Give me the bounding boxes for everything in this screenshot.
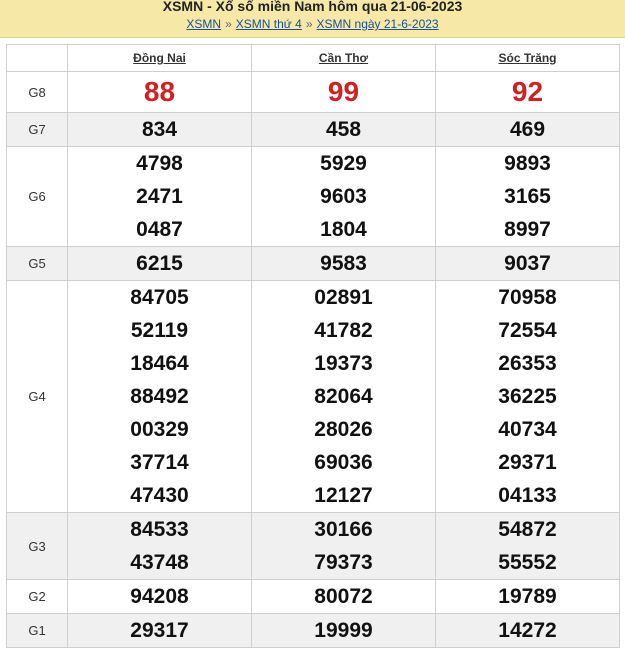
prize-number: 4798 bbox=[136, 152, 183, 175]
prize-number: 9583 bbox=[320, 252, 367, 275]
prize-number: 55552 bbox=[498, 551, 557, 574]
prize-number: 9037 bbox=[504, 252, 551, 275]
prize-number: 29317 bbox=[130, 619, 189, 642]
prize-number: 88492 bbox=[130, 385, 189, 408]
prize-number: 70958 bbox=[498, 286, 557, 309]
prize-cell bbox=[252, 513, 436, 580]
prize-cell bbox=[436, 281, 620, 513]
prize-number: 28026 bbox=[314, 418, 373, 441]
prize-number: 19999 bbox=[314, 619, 373, 642]
breadcrumb-separator: » bbox=[305, 17, 313, 31]
prize-cell bbox=[68, 513, 252, 580]
prize-number: 00329 bbox=[130, 418, 189, 441]
prize-number: 80072 bbox=[314, 585, 373, 608]
prize-cell bbox=[252, 281, 436, 513]
prize-number: 6215 bbox=[136, 252, 183, 275]
prize-number: 36225 bbox=[498, 385, 557, 408]
prize-cell bbox=[252, 147, 436, 247]
prize-label: G7 bbox=[7, 113, 68, 147]
province-soc-trang[interactable]: Sóc Trăng bbox=[436, 45, 620, 72]
prize-number: 88 bbox=[143, 76, 176, 107]
breadcrumb-weekday-link[interactable]: XSMN thứ 4 bbox=[235, 17, 302, 31]
prize-cell bbox=[436, 580, 620, 614]
prize-number: 82064 bbox=[314, 385, 373, 408]
breadcrumb-xsmn-link[interactable]: XSMN bbox=[186, 17, 222, 31]
prize-number: 79373 bbox=[314, 551, 373, 574]
prize-row-g7 bbox=[7, 113, 620, 147]
prize-cell bbox=[252, 72, 436, 113]
results-body bbox=[7, 72, 620, 648]
prize-number: 92 bbox=[511, 76, 544, 107]
province-can-tho[interactable]: Cần Thơ bbox=[252, 45, 436, 72]
prize-cell bbox=[252, 614, 436, 648]
prize-cell bbox=[436, 614, 620, 648]
page-header bbox=[0, 0, 625, 38]
prize-number: 37714 bbox=[130, 451, 189, 474]
prize-cell bbox=[68, 113, 252, 147]
prize-cell bbox=[436, 513, 620, 580]
prize-number: 1804 bbox=[320, 218, 367, 241]
prize-cell bbox=[252, 580, 436, 614]
prize-row-g8 bbox=[7, 72, 620, 113]
prize-number: 30166 bbox=[314, 518, 373, 541]
prize-label: G8 bbox=[7, 72, 68, 113]
results-table bbox=[6, 44, 620, 648]
prize-number: 8997 bbox=[504, 218, 551, 241]
prize-number: 29371 bbox=[498, 451, 557, 474]
prize-cell bbox=[68, 580, 252, 614]
prize-cell bbox=[252, 247, 436, 281]
prize-number: 12127 bbox=[314, 484, 373, 507]
prize-number: 5929 bbox=[320, 152, 367, 175]
prize-number: 19789 bbox=[498, 585, 557, 608]
prize-number: 834 bbox=[141, 118, 178, 141]
prize-number: 458 bbox=[325, 118, 362, 141]
prize-number: 40734 bbox=[498, 418, 557, 441]
province-header-row bbox=[7, 45, 620, 72]
prize-cell bbox=[68, 72, 252, 113]
prize-number: 47430 bbox=[130, 484, 189, 507]
prize-number: 3165 bbox=[504, 185, 551, 208]
prize-label: G2 bbox=[7, 580, 68, 614]
prize-cell bbox=[436, 113, 620, 147]
prize-number: 14272 bbox=[498, 619, 557, 642]
prize-row-g4 bbox=[7, 281, 620, 513]
prize-number: 9603 bbox=[320, 185, 367, 208]
prize-number: 18464 bbox=[130, 352, 189, 375]
prize-number: 0487 bbox=[136, 218, 183, 241]
prize-number: 2471 bbox=[136, 185, 183, 208]
corner-cell bbox=[7, 45, 68, 72]
prize-cell bbox=[68, 281, 252, 513]
prize-cell bbox=[436, 72, 620, 113]
prize-number: 72554 bbox=[498, 319, 557, 342]
prize-row-g1 bbox=[7, 614, 620, 648]
prize-number: 41782 bbox=[314, 319, 373, 342]
prize-number: 99 bbox=[327, 76, 360, 107]
prize-number: 26353 bbox=[498, 352, 557, 375]
prize-number: 19373 bbox=[314, 352, 373, 375]
prize-cell bbox=[436, 147, 620, 247]
prize-cell bbox=[252, 113, 436, 147]
prize-cell bbox=[68, 614, 252, 648]
prize-number: 69036 bbox=[314, 451, 373, 474]
prize-number: 469 bbox=[509, 118, 546, 141]
prize-number: 04133 bbox=[498, 484, 557, 507]
breadcrumb-separator: » bbox=[225, 17, 232, 31]
prize-number: 54872 bbox=[498, 518, 557, 541]
prize-number: 84533 bbox=[130, 518, 189, 541]
prize-number: 02891 bbox=[314, 286, 373, 309]
breadcrumb bbox=[0, 14, 625, 32]
prize-number: 9893 bbox=[504, 152, 551, 175]
prize-number: 84705 bbox=[130, 286, 189, 309]
prize-label: G3 bbox=[7, 513, 68, 580]
prize-number: 52119 bbox=[130, 319, 189, 342]
prize-label: G1 bbox=[7, 614, 68, 648]
prize-row-g3 bbox=[7, 513, 620, 580]
prize-row-g5 bbox=[7, 247, 620, 281]
prize-label: G6 bbox=[7, 147, 68, 247]
prize-label: G5 bbox=[7, 247, 68, 281]
prize-row-g2 bbox=[7, 580, 620, 614]
prize-number: 43748 bbox=[130, 551, 189, 574]
page-title: XSMN - Xổ số miền Nam hôm qua 21-06-2023 bbox=[162, 0, 463, 14]
prize-cell bbox=[68, 247, 252, 281]
prize-number: 94208 bbox=[130, 585, 189, 608]
prize-cell bbox=[68, 147, 252, 247]
province-dong-nai[interactable]: Đồng Nai bbox=[68, 45, 252, 72]
prize-cell bbox=[436, 247, 620, 281]
breadcrumb-date-link[interactable]: XSMN ngày 21-6-2023 bbox=[316, 17, 439, 31]
prize-label: G4 bbox=[7, 281, 68, 513]
prize-row-g6 bbox=[7, 147, 620, 247]
